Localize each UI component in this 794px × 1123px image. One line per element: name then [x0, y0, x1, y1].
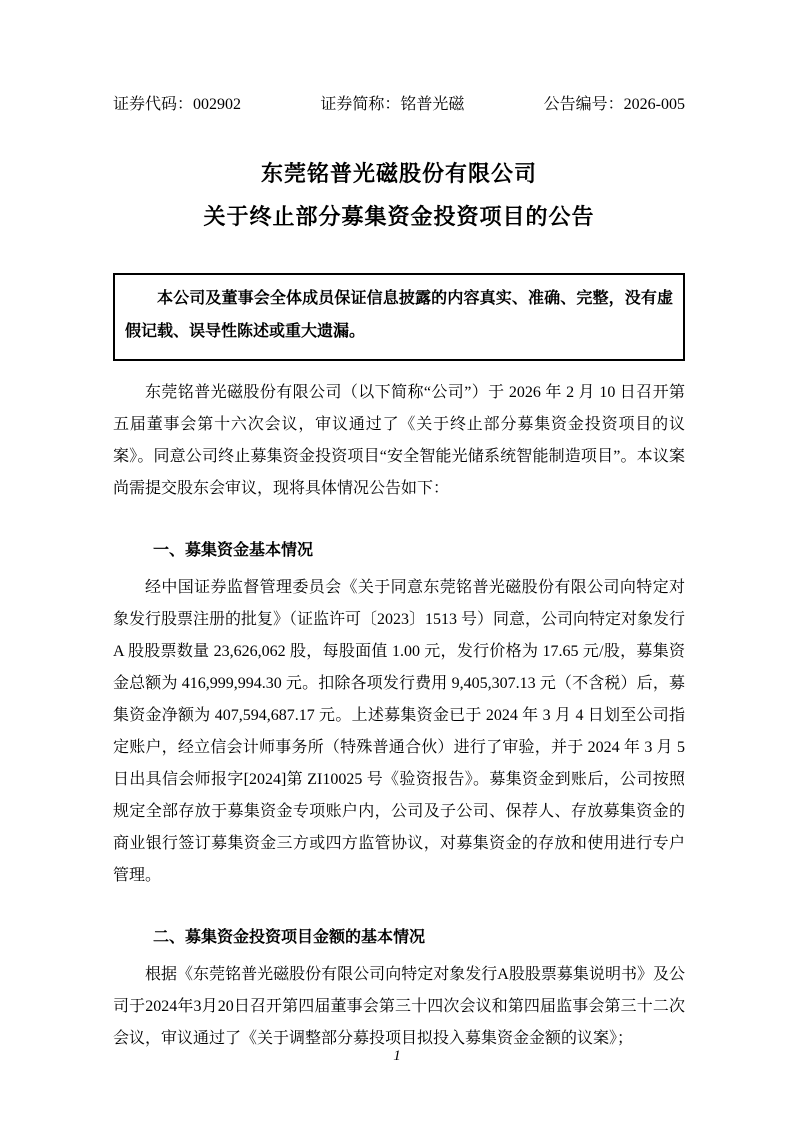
section-1-paragraph: 经中国证券监督管理委员会《关于同意东莞铭普光磁股份有限公司向特定对象发行股票注册的批复》（证监许可〔2023〕1513 号）同意，公司向特定对象发行 A 股股票数量 23,626,062 股，每股面值 1.00 元，发行价格为 17.65 元/股，募集资金总额为 416,999,994.30 元。扣除各项发行费用 9,405,307.13 元（不含税）后，募集资金净额为 407,594,687.17 元。上述募集资金已于 2024 年 3 月 4 日划至公司指定账户，经立信会计师事务所（特殊普通合伙）进行了审验，并于 2024 年 3 月 5 日出具信会师报字[2024]第 ZI10025 号《验资报告》。募集资金到账后，公司按照规定全部存放于募集资金专项账户内，公司及子公司、保荐人、存放募集资金的商业银行签订募集资金三方或四方监管协议，对募集资金的存放和使用进行专户管理。 — [113, 579, 686, 884]
stock-abbr-label: 证券简称：铭普光磁 — [320, 96, 465, 113]
intro-paragraph: 东莞铭普光磁股份有限公司（以下简称“公司”）于 2026 年 2 月 10 日召开第五届董事会第十六次会议，审议通过了《关于终止部分募集资金投资项目的议案》。同意公司终止募集资金投资项目“安全智能光储系统智能制造项目”。本议案尚需提交股东会审议，现将具体情况公告如下： — [113, 384, 685, 497]
announcement-title: 关于终止部分募集资金投资项目的公告 — [203, 204, 595, 229]
disclaimer-text: 本公司及董事会全体成员保证信息披露的内容真实、准确、完整，没有虚假记载、误导性陈述或重大遗漏。 — [125, 290, 673, 340]
stock-code-label: 证券代码：002902 — [113, 96, 242, 113]
section-2-heading: 二、募集资金投资项目金额的基本情况 — [153, 929, 426, 946]
disclaimer-box — [113, 273, 685, 361]
section-1-heading: 一、募集资金基本情况 — [153, 542, 314, 559]
document-header — [113, 95, 685, 115]
announcement-number-label: 公告编号：2026-005 — [543, 96, 685, 113]
section-2-paragraph: 根据《东莞铭普光磁股份有限公司向特定对象发行A股股票募集说明书》及公司于2024年3月20日召开第四届董事会第三十四次会议和第四届监事会第三十二次会议，审议通过了《关于调整部分募投项目拟投入募集资金金额的议案》； — [113, 966, 685, 1047]
company-name-title: 东莞铭普光磁股份有限公司 — [260, 161, 537, 186]
page-number: 1 — [393, 1048, 401, 1064]
